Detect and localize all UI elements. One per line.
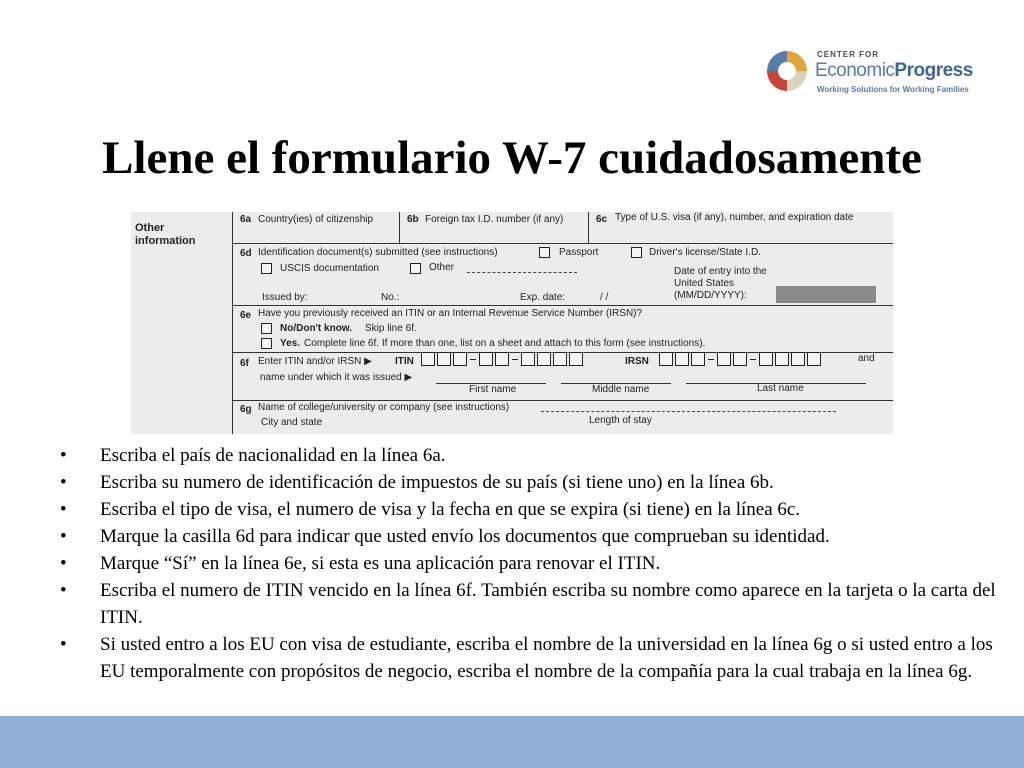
- form-field-label: Issued by:: [262, 292, 308, 303]
- form-field-label: Identification document(s) submitted (see instructions): [258, 247, 498, 258]
- logo-name: [815, 60, 973, 82]
- instruction-item: [60, 442, 1010, 469]
- form-field-label: IRSN: [625, 356, 649, 367]
- form-line-number: 6c: [596, 214, 608, 225]
- form-checkbox: [261, 263, 272, 274]
- instruction-item: [60, 496, 1010, 523]
- form-checkbox: [261, 338, 272, 349]
- form-checkbox: [261, 323, 272, 334]
- digit-box: [537, 352, 551, 366]
- form-shaded-date-box: [776, 286, 876, 303]
- form-checkbox: [410, 263, 421, 274]
- instruction-text: Escriba su numero de identificación de impuestos de su país (si tiene uno) en la línea 6b.: [100, 472, 774, 493]
- form-divider-6a-6b: [399, 212, 400, 243]
- digit-box: [807, 352, 821, 366]
- instruction-item: [60, 577, 1010, 631]
- digit-separator: [470, 359, 476, 360]
- instruction-list: [60, 442, 1010, 685]
- digit-separator: [512, 359, 518, 360]
- instruction-item: [60, 631, 1010, 685]
- form-line-number: 6g: [240, 404, 252, 415]
- form-field-label: Have you previously received an ITIN or an Internal Revenue Service Number (IRSN)?: [258, 308, 643, 319]
- bullet-marker: •: [60, 553, 67, 574]
- form-row-line: [232, 305, 893, 306]
- form-field-label: Middle name: [592, 384, 650, 395]
- form-field-label: name under which it was issued ▶: [260, 372, 413, 383]
- form-field-label: Length of stay: [589, 415, 652, 426]
- form-dashed-line: [467, 272, 577, 273]
- digit-separator: [708, 359, 714, 360]
- form-field-label: Driver's license/State I.D.: [649, 247, 761, 258]
- digit-box: [521, 352, 535, 366]
- form-field-label: Date of entry into the: [674, 266, 767, 277]
- form-field-label: United States: [674, 278, 735, 289]
- instruction-item: [60, 469, 1010, 496]
- form-field-label: ITIN: [395, 356, 414, 367]
- digit-box: [759, 352, 773, 366]
- digit-box: [495, 352, 509, 366]
- logo-small-text: CENTER FOR: [817, 50, 879, 59]
- bullet-marker: •: [60, 472, 67, 493]
- digit-box: [791, 352, 805, 366]
- people-circle-icon: [764, 48, 810, 94]
- form-field-label: (MM/DD/YYYY):: [674, 290, 747, 301]
- form-section-label: information: [135, 235, 196, 247]
- form-section-label: Other: [135, 222, 165, 234]
- bullet-marker: •: [60, 499, 67, 520]
- form-field-label: Skip line 6f.: [365, 323, 417, 334]
- bullet-marker: •: [60, 634, 67, 655]
- instruction-item: [60, 523, 1010, 550]
- digit-separator: [750, 359, 756, 360]
- form-field-label: Country(ies) of citizenship: [258, 214, 374, 225]
- form-line-number: 6f: [240, 358, 249, 369]
- form-checkbox: [539, 247, 550, 258]
- digit-box: [453, 352, 467, 366]
- digit-box: [421, 352, 435, 366]
- bullet-marker: •: [60, 580, 67, 601]
- footer-bar: [0, 716, 1024, 768]
- form-field-label: First name: [469, 384, 517, 395]
- digit-box: [437, 352, 451, 366]
- instruction-text: Si usted entro a los EU con visa de estudiante, escriba el nombre de la universidad en la línea 6g o si usted entro a los EU temporalmente con propósitos de negocio, escriba el nombre de la compañía para la cual trabaja en la línea 6g.: [100, 634, 993, 682]
- form-row-line: [232, 243, 893, 244]
- digit-box: [479, 352, 493, 366]
- digit-box: [553, 352, 567, 366]
- form-field-label: Enter ITIN and/or IRSN ▶: [258, 356, 372, 367]
- form-dashed-line: [541, 411, 836, 412]
- instruction-text: Marque la casilla 6d para indicar que usted envío los documentos que comprueban su identidad.: [100, 526, 830, 547]
- logo-tagline: Working Solutions for Working Families: [817, 85, 969, 94]
- form-field-label: Complete line 6f. If more than one, list on a sheet and attach to this form (see instructions).: [304, 338, 706, 349]
- form-line-number: 6e: [240, 310, 252, 321]
- form-field-label: No.:: [381, 292, 400, 303]
- form-field-label: City and state: [261, 417, 323, 428]
- digit-box: [691, 352, 705, 366]
- form-field-label: and: [858, 353, 875, 364]
- form-field-label: USCIS documentation: [280, 263, 379, 274]
- bullet-marker: •: [60, 526, 67, 547]
- form-field-label: Type of U.S. visa (if any), number, and expiration date: [615, 212, 854, 223]
- itin-digit-boxes: [421, 352, 585, 366]
- form-line-number: 6a: [240, 214, 252, 225]
- form-field-label: Passport: [559, 247, 599, 258]
- digit-box: [733, 352, 747, 366]
- form-field-label: No/Don't know.: [280, 323, 352, 334]
- form-field-label: Name of college/university or company (see instructions): [258, 402, 510, 413]
- form-line-number: 6d: [240, 248, 252, 259]
- slide-title: Llene el formulario W-7 cuidadosamente: [102, 132, 922, 184]
- instruction-text: Escriba el país de nacionalidad en la línea 6a.: [100, 445, 446, 466]
- irsn-digit-boxes: [659, 352, 823, 366]
- form-field-label: Yes.: [280, 338, 301, 349]
- center-for-economic-progress-logo: [764, 46, 994, 102]
- form-divider-6b-6c: [588, 212, 589, 243]
- instruction-text: Escriba el numero de ITIN vencido en la línea 6f. También escriba su nombre como aparece en la tarjeta o la carta del ITIN.: [100, 580, 996, 628]
- digit-box: [775, 352, 789, 366]
- digit-box: [717, 352, 731, 366]
- instruction-item: [60, 550, 1010, 577]
- logo-name-part1: Economic: [815, 60, 895, 81]
- form-field-label: Other: [429, 262, 455, 273]
- bullet-marker: •: [60, 445, 67, 466]
- form-field-label: Last name: [757, 383, 804, 394]
- form-field-label: / /: [600, 292, 609, 303]
- logo-name-part2: Progress: [894, 60, 973, 81]
- form-checkbox: [631, 247, 642, 258]
- w7-form-image: [131, 212, 893, 434]
- instruction-text: Marque “Sí” en la línea 6e, si esta es una aplicación para renovar el ITIN.: [100, 553, 661, 574]
- form-field-label: Exp. date:: [520, 292, 566, 303]
- form-field-label: Foreign tax I.D. number (if any): [425, 214, 564, 225]
- instruction-text: Escriba el tipo de visa, el numero de visa y la fecha en que se expira (si tiene) en la línea 6c.: [100, 499, 801, 520]
- digit-box: [659, 352, 673, 366]
- digit-box: [569, 352, 583, 366]
- form-line-number: 6b: [407, 214, 419, 225]
- form-row-line: [232, 400, 893, 401]
- digit-box: [675, 352, 689, 366]
